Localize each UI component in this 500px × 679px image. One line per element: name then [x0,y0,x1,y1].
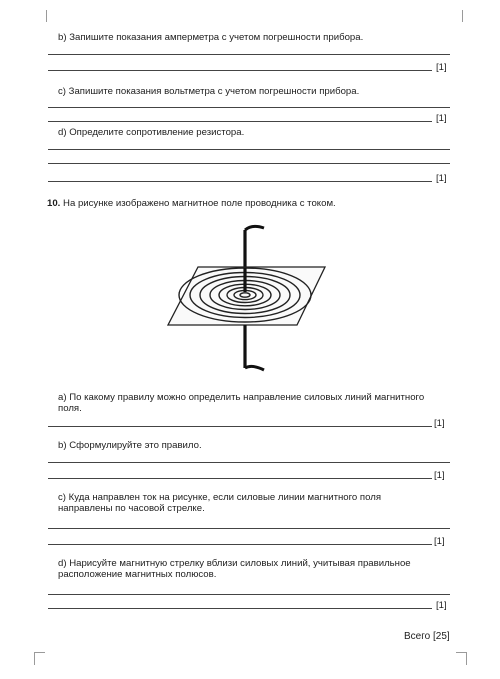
question-d-resistance: d) Определите сопротивление резистора. [58,127,245,138]
crop-mark-top-right [462,10,473,22]
mark-label: [1] [436,62,447,73]
answer-line[interactable] [48,149,450,150]
answer-line[interactable] [48,181,432,182]
answer-line[interactable] [48,54,450,55]
question-10 [47,198,336,209]
question-10c: c) Куда направлен ток на рисунке, если силовые линии магнитного поля направлены по часовой стрелке. [58,492,382,514]
mark-label: [1] [436,173,447,184]
mark-label: [1] [434,418,445,429]
answer-line[interactable] [48,426,432,427]
conductor-top-hook [245,226,264,230]
question-text: На рисунке изображено магнитное поле проводника с током. [63,198,336,209]
mark-label: [1] [434,536,445,547]
conductor-bottom-hook [245,366,264,370]
answer-line[interactable] [48,107,450,108]
answer-line[interactable] [48,594,450,595]
answer-line[interactable] [48,163,450,164]
answer-line[interactable] [48,70,432,71]
crop-mark-bottom-left [34,652,45,665]
total-score: Всего [25] [404,631,450,642]
mark-label: [1] [436,600,447,611]
answer-line[interactable] [48,608,432,609]
question-10b: b) Сформулируйте это правило. [58,440,202,451]
crop-mark-bottom-right [456,652,467,665]
answer-line[interactable] [48,478,432,479]
question-b-ammeter: b) Запишите показания амперметра с учетом погрешности прибора. [58,32,364,43]
question-number: 10. [47,198,61,209]
question-c-voltmeter: c) Запишите показания вольтметра с учетом погрешности прибора. [58,86,360,97]
question-10d: d) Нарисуйте магнитную стрелку вблизи силовых линий, учитывая правильное расположение магнитных полюсов. [58,558,411,580]
question-10a: a) По какому правилу можно определить направление силовых линий магнитного поля. [58,392,425,414]
crop-mark-top-left [36,10,47,22]
magnetic-field-figure [160,222,330,382]
answer-line[interactable] [48,121,432,122]
answer-line[interactable] [48,544,432,545]
answer-line[interactable] [48,528,450,529]
answer-line[interactable] [48,462,450,463]
mark-label: [1] [436,113,447,124]
mark-label: [1] [434,470,445,481]
